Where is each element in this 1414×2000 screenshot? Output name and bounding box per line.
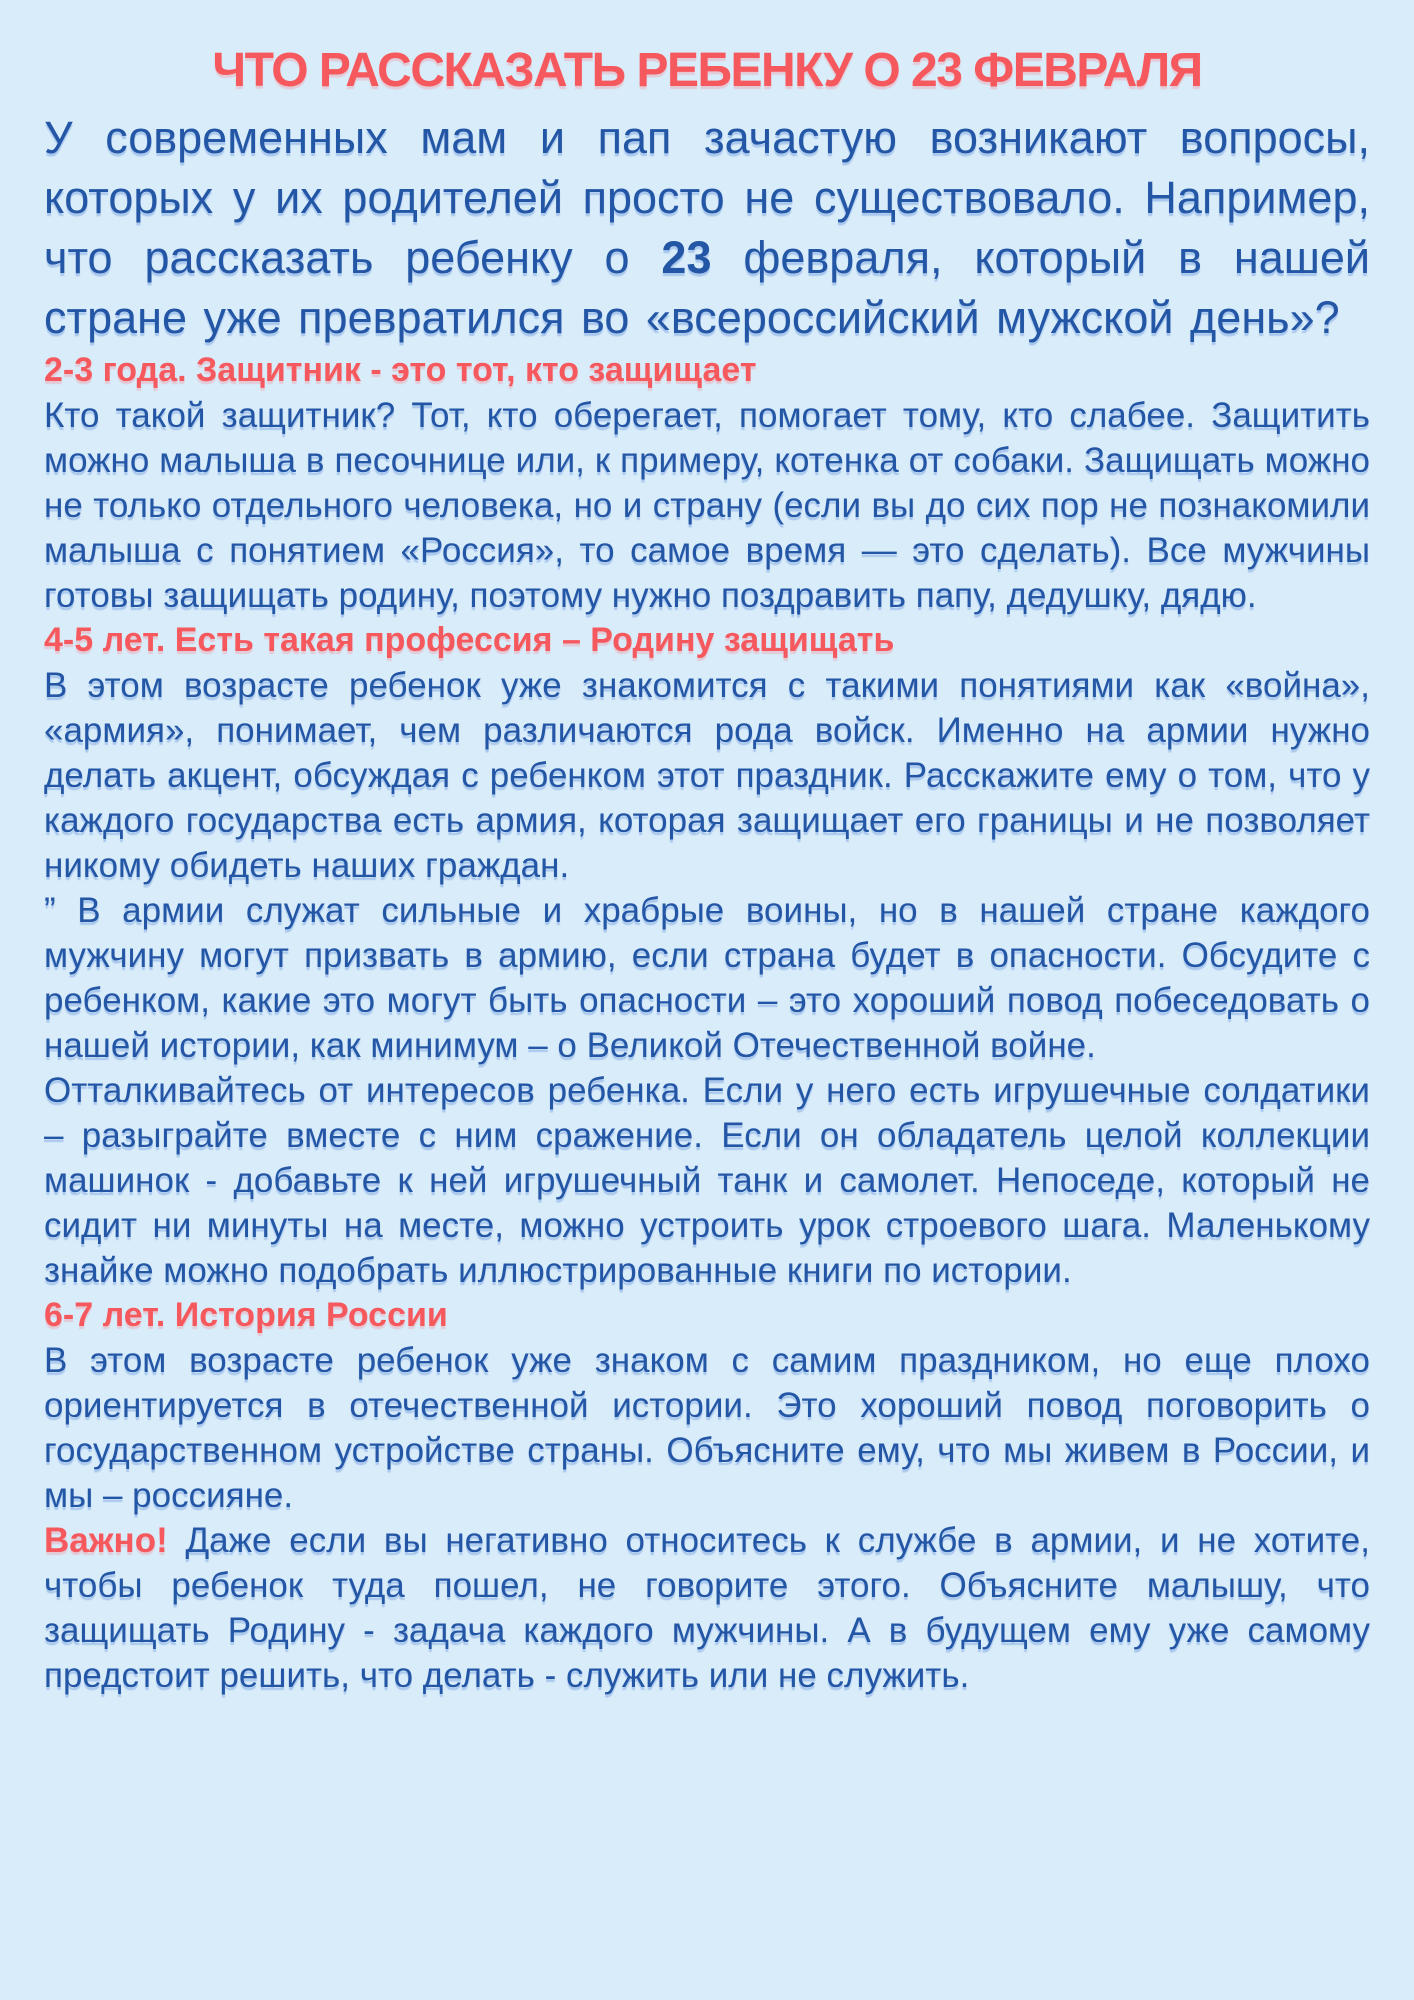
intro-text-before: У современных мам и пап зачастую возникают вопросы, которых у их родителей просто не существовало. Например, что рассказать ребенку о (44, 112, 1370, 283)
section-heading-age-2-3: 2-3 года. Защитник - это тот, кто защищает (44, 351, 757, 389)
section-paragraph-age-4-5-quote: ” В армии служат сильные и храбрые воины, но в нашей стране каждого мужчину могут призвать в армию, если страна будет в опасности. Обсудите с ребенком, какие это могут быть опасности – это хороший повод побеседовать о нашей истории, как минимум – о Великой Отечественной войне. (44, 891, 1370, 1065)
important-label: Важно! (44, 1521, 168, 1560)
section-heading-age-6-7: 6-7 лет. История России (44, 1296, 448, 1334)
important-text: Даже если вы негативно относитесь к службе в армии, и не хотите, чтобы ребенок туда пошел, не говорите этого. Объясните малышу, что защищать Родину - задача каждого мужчины. А в будущем ему уже самому предстоит решить, что делать - служить или не служить. (44, 1521, 1370, 1695)
section-paragraph-age-4-5-interests: Отталкивайтесь от интересов ребенка. Если у него есть игрушечные солдатики – разыграйте вместе с ним сражение. Если он обладатель целой коллекции машинок - добавьте к ней игрушечный танк и самолет. Непоседе, который не сидит ни минуты на месте, можно устроить урок строевого шага. Маленькому знайке можно подобрать иллюстрированные книги по истории. (44, 1071, 1370, 1290)
intro-text-after: февраля, который в нашей стране уже превратился во «всероссийский мужской день»? (44, 232, 1370, 343)
intro-bold-date: 23 (661, 232, 712, 283)
intro-paragraph (44, 108, 1370, 348)
page-title: ЧТО РАССКАЗАТЬ РЕБЕНКУ О 23 ФЕВРАЛЯ (212, 44, 1202, 97)
section-heading-age-4-5: 4-5 лет. Есть такая профессия – Родину защищать (44, 621, 895, 659)
section-paragraph-age-2-3: Кто такой защитник? Тот, кто оберегает, помогает тому, кто слабее. Защитить можно малыша в песочнице или, к примеру, котенка от собаки. Защищать можно не только отдельного человека, но и страну (если вы до сих пор не познакомили малыша с понятием «Россия», то самое время — это сделать). Все мужчины готовы защищать родину, поэтому нужно поздравить папу, дедушку, дядю. (44, 396, 1370, 615)
section-paragraph-age-6-7: В этом возрасте ребенок уже знаком с самим праздником, но еще плохо ориентируется в отечественной истории. Это хороший повод поговорить о государственном устройстве страны. Объясните ему, что мы живем в России, и мы – россияне. (44, 1341, 1370, 1515)
important-paragraph (44, 1518, 1370, 1698)
section-paragraph-age-4-5-army: В этом возрасте ребенок уже знакомится с такими понятиями как «война», «армия», понимает, чем различаются рода войск. Именно на армии нужно делать акцент, обсуждая с ребенком этот праздник. Расскажите ему о том, что у каждого государства есть армия, которая защищает его границы и не позволяет никому обидеть наших граждан. (44, 666, 1370, 885)
